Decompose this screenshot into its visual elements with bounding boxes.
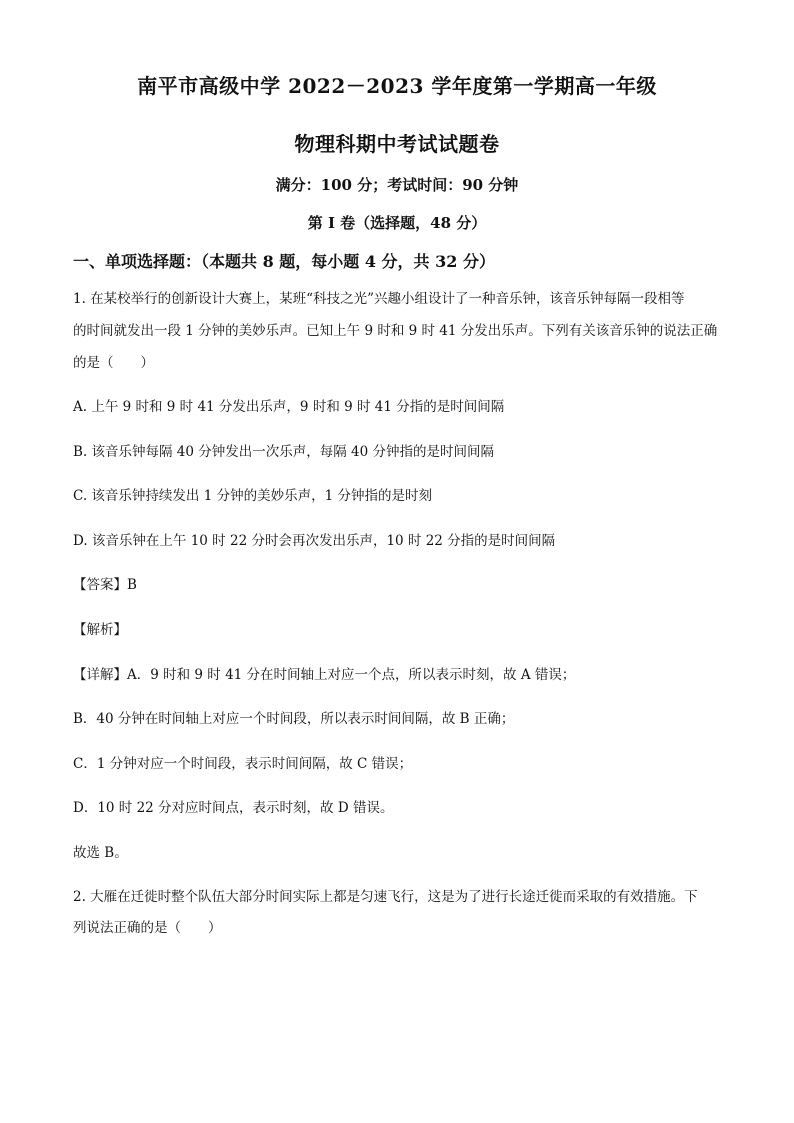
q1-answer: 【答案】B [73,577,137,593]
q1-option-c: C. 该音乐钟持续发出 1 分钟的美妙乐声，1 分钟指的是时刻 [73,488,432,504]
q1-detail-c: C．1 分钟对应一个时间段，表示时间间隔，故 C 错误； [73,756,413,772]
q1-option-a: A. 上午 9 时和 9 时 41 分发出乐声，9 时和 9 时 41 分指的是时间间隔 [73,399,505,415]
q1-stem-line3: 的是（ ） [73,355,154,371]
q1-option-d: D. 该音乐钟在上午 10 时 22 分时会再次发出乐声，10 时 22 分指的是时间间隔 [73,533,556,549]
q1-detail-b: B．40 分钟在时间轴上对应一个时间段，所以表示时间间隔，故 B 正确； [73,711,515,727]
q1-detail-d: D．10 时 22 分对应时间点，表示时刻，故 D 错误。 [73,800,394,816]
q1-stem-line1: 1. 在某校举行的创新设计大赛上，某班“科技之光”兴趣小组设计了一种音乐钟，该音乐钟每隔一段相等 [73,291,685,307]
exam-title-line1: 南平市高级中学 2022－2023 学年度第一学期高一年级 [137,74,657,98]
q1-detail-a: 【详解】A．9 时和 9 时 41 分在时间轴上对应一个点，所以表示时刻，故 A 错误； [73,667,576,683]
score-time-info: 满分：100 分；考试时间：90 分钟 [275,176,519,194]
exam-title-line2: 物理科期中考试试题卷 [294,132,500,156]
q1-option-b: B. 该音乐钟每隔 40 分钟发出一次乐声，每隔 40 分钟指的是时间间隔 [73,444,495,460]
q2-stem-line2: 列说法正确的是（ ） [73,920,222,936]
q1-stem-line2: 的时间就发出一段 1 分钟的美妙乐声。已知上午 9 时和 9 时 41 分发出乐声。下列有关该音乐钟的说法正确 [73,323,718,339]
q1-analysis-label: 【解析】 [73,622,127,638]
q2-stem-line1: 2. 大雁在迁徙时整个队伍大部分时间实际上都是匀速飞行，这是为了进行长途迁徙而采取的有效措施。下 [73,889,698,905]
volume-heading: 第 I 卷（选择题，48 分） [307,214,487,232]
q1-conclusion: 故选 B。 [73,845,128,861]
section-heading: 一、单项选择题：（本题共 8 题，每小题 4 分，共 32 分） [73,252,495,271]
